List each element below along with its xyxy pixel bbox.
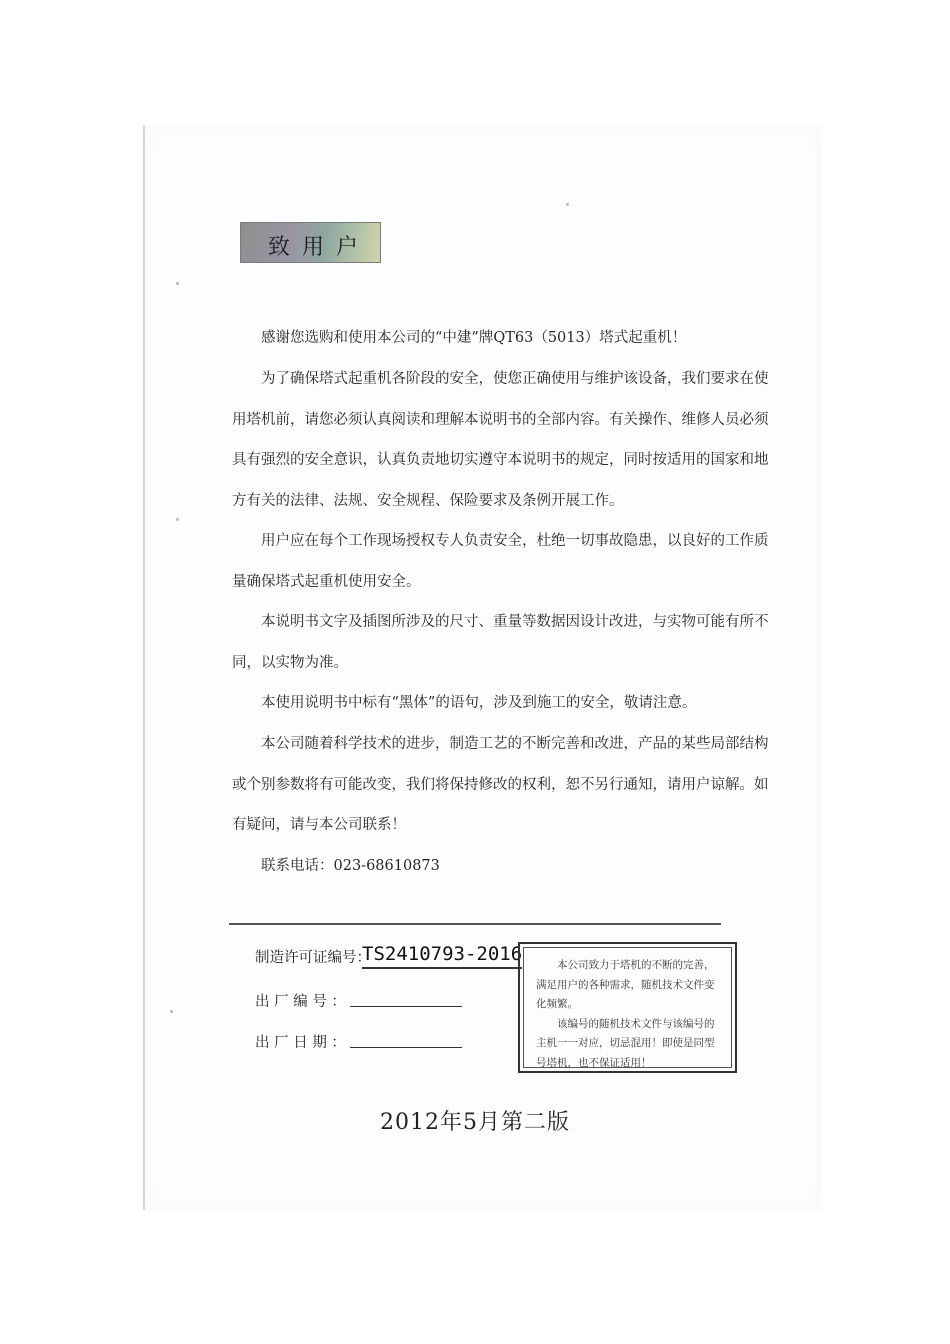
date-blank-line xyxy=(350,1047,462,1048)
notice-line: 该编号的随机技术文件与该编号的 xyxy=(557,1017,715,1030)
paragraph-dimensions xyxy=(232,602,769,683)
text-line: 本说明书文字及插图所涉及的尺寸、重量等数据因设计改进，与实物可能有所不 xyxy=(261,614,769,630)
text-line: 有疑问，请与本公司联系！ xyxy=(232,817,406,833)
paragraph-contact xyxy=(232,846,737,887)
contact-phone: 联系电话：023-68610873 xyxy=(261,858,440,874)
text-line: 量确保塔式起重机使用安全。 xyxy=(232,573,421,590)
paragraph-thanks xyxy=(232,318,737,359)
text-line: 用塔机前，请您必须认真阅读和理解本说明书的全部内容。有关操作、维修人员必须 xyxy=(232,411,769,428)
license-number: TS2410793-2016 xyxy=(362,943,522,969)
scan-speck xyxy=(170,1010,173,1013)
notice-line: 化频繁。 xyxy=(536,998,578,1010)
text-line: 或个别参数将有可能改变，我们将保持修改的权利，恕不另行通知，请用户谅解。如 xyxy=(232,776,769,793)
license-label: 制造许可证编号： xyxy=(255,950,371,966)
text-line: 同，以实物为准。 xyxy=(232,654,348,671)
serial-label: 出 厂 编 号 ： xyxy=(255,994,346,1010)
text-line: 本公司随着科学技术的进步，制造工艺的不断完善和改进，产品的某些局部结构 xyxy=(261,736,769,752)
paragraph-modification xyxy=(232,724,769,846)
text-line: 方有关的法律、法规、安全规程、保险要求及条例开展工作。 xyxy=(232,492,624,509)
text-line: 为了确保塔式起重机各阶段的安全，使您正确使用与维护该设备，我们要求在使 xyxy=(261,371,769,387)
scan-speck xyxy=(176,518,179,521)
scan-speck xyxy=(566,203,569,206)
date-label: 出 厂 日 期 ： xyxy=(255,1035,346,1051)
serial-blank-line xyxy=(350,1006,462,1007)
notice-line: 号塔机，也不保证适用！ xyxy=(536,1056,652,1069)
paragraph-safety xyxy=(232,359,769,521)
text-line: 本使用说明书中标有“黑体”的语句，涉及到施工的安全，敬请注意。 xyxy=(261,695,697,711)
notice-line: 主机一一对应，切忌混用！即使是同型 xyxy=(536,1037,715,1049)
text-line: 感谢您选购和使用本公司的“中建”牌QT63（5013）塔式起重机！ xyxy=(261,330,687,346)
page-title: 致用户 xyxy=(268,235,371,260)
notice-line: 本公司致力于塔机的不断的完善， xyxy=(557,959,715,971)
section-divider xyxy=(229,923,721,925)
edition-date: 2012年5月第二版 xyxy=(380,1110,570,1135)
text-line: 具有强烈的安全意识，认真负责地切实遵守本说明书的规定，同时按适用的国家和地 xyxy=(232,452,769,468)
paragraph-bold-notice xyxy=(232,683,737,724)
text-line: 用户应在每个工作现场授权专人负责安全，杜绝一切事故隐患，以良好的工作质 xyxy=(261,533,769,549)
scan-speck xyxy=(176,282,179,285)
notice-line: 满足用户的各种需求，随机技术文件变 xyxy=(536,978,715,991)
paragraph-responsibility xyxy=(232,521,769,602)
notice-content xyxy=(523,947,732,1068)
notice-box xyxy=(518,942,737,1073)
